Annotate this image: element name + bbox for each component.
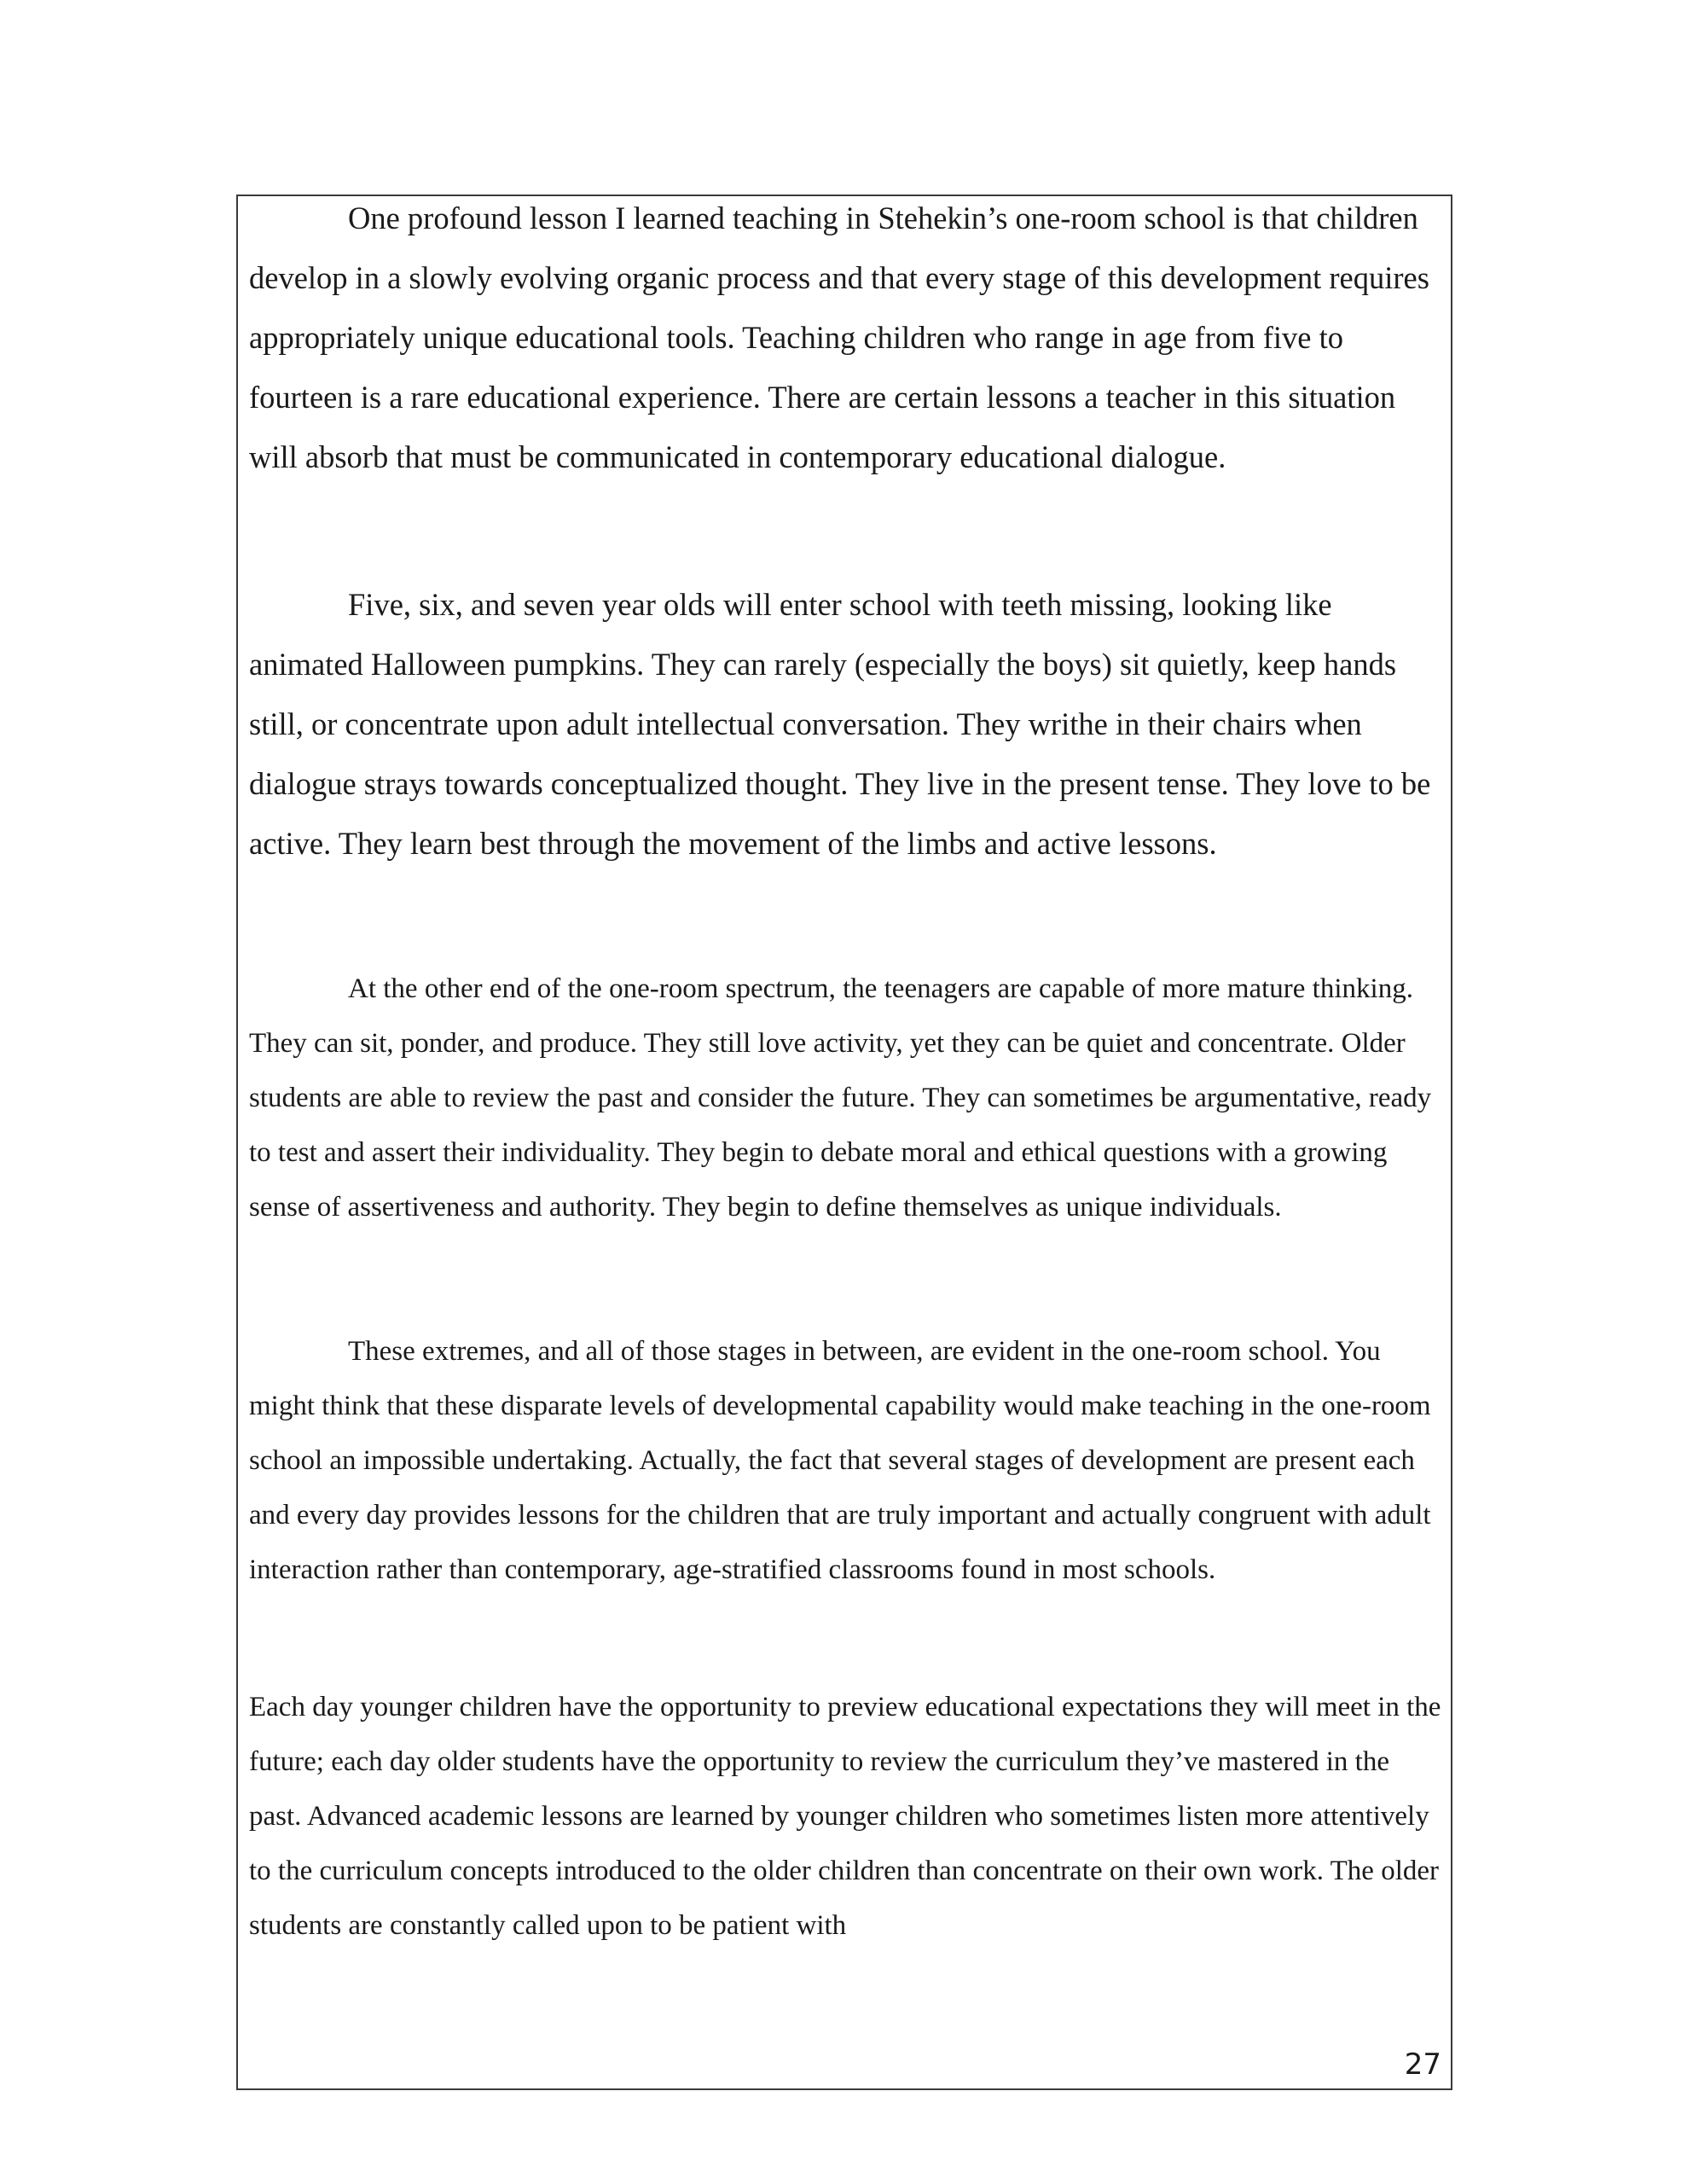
paragraph-2: Five, six, and seven year olds will enter school with teeth missing, looking like animated Halloween pumpkins. They can rarely (especially the boys) sit quietly, keep hands still, or concentrate upon adult intellectual conversation. They writhe in their chairs when dialogue strays towards conceptualized thought. They live in the present tense. They love to be active. They learn best through the movement of the limbs and active lessons.	[249, 587, 1431, 861]
paragraph-1: One profound lesson I learned teaching in Stehekin’s one-room school is that children develop in a slowly evolving organic process and that every stage of this development requires appropriately unique educational tools. Teaching children who range in age from five to fourteen is a rare educational experience. There are certain lessons a teacher in this situation will absorb that must be communicated in contemporary educational dialogue.	[249, 200, 1429, 474]
paragraph-4: These extremes, and all of those stages in between, are evident in the one-room school. You might think that these disparate levels of developmental capability would make teaching in the one-room school an impossible undertaking. Actually, the fact that several stages of development are present each and every day provides lessons for the children that are truly important and actually congruent with adult interaction rather than contemporary, age-stratified classrooms found in most schools.	[249, 1336, 1431, 1585]
paragraph-5: Each day younger children have the opportunity to preview educational expectations they will meet in the future; each day older students have the opportunity to review the curriculum they’ve mastered in the past. Advanced academic lessons are learned by younger children who sometimes listen more attentively to the curriculum concepts introduced to the older children than concentrate on their own work. The older students are constantly called upon to be patient with	[249, 1692, 1441, 1941]
page-number: 27	[1404, 2048, 1441, 2082]
paragraph-3: At the other end of the one-room spectrum, the teenagers are capable of more mature thinking. They can sit, ponder, and produce. They still love activity, yet they can be quiet and concentrate. Older students are able to review the past and consider the future. They can sometimes be argumentative, ready to test and assert their individuality. They begin to debate moral and ethical questions with a growing sense of assertiveness and authority. They begin to define themselves as unique individuals.	[249, 973, 1432, 1223]
